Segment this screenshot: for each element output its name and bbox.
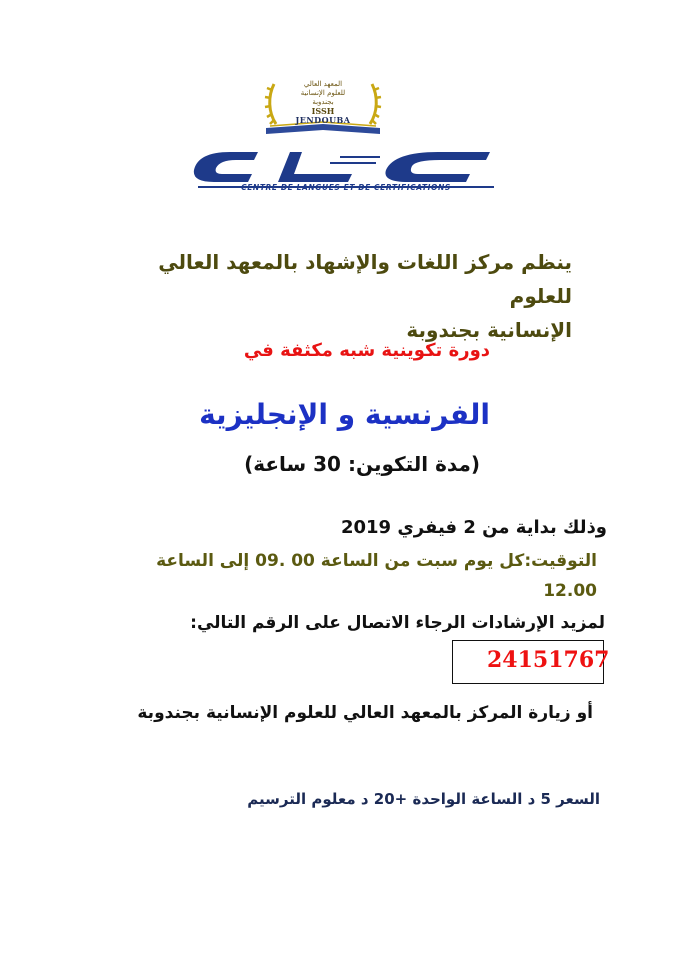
contact-line: لمزيد الإرشادات الرجاء الاتصال على الرقم التالي: xyxy=(190,613,605,633)
intro-paragraph xyxy=(102,245,572,347)
course-duration: (مدة التكوين: 30 ساعة) xyxy=(244,452,480,476)
issh-city: JENDOUBA xyxy=(295,115,351,125)
schedule xyxy=(57,546,597,606)
issh-acronym: ISSH xyxy=(311,106,335,116)
phone-number: 24151767 xyxy=(452,640,604,684)
course-intro: دورة تكوينية شبه مكثفة في xyxy=(243,340,490,361)
schedule-line-2: 12.00 xyxy=(543,581,597,601)
clc-logo xyxy=(190,148,502,208)
clc-subtitle: CENTRE DE LANGUES ET DE CERTIFICATIONS xyxy=(241,183,451,192)
intro-line-1: ينظم مركز اللغات والإشهاد بالمعهد العالي للعلوم xyxy=(158,250,572,308)
issh-logo-text xyxy=(275,80,371,125)
intro-line-2: الإنسانية بجندوبة xyxy=(406,318,572,342)
issh-line-2: للعلوم الإنسانية xyxy=(300,89,346,97)
issh-line-1: المعهد العالي xyxy=(303,80,343,88)
course-languages: الفرنسية و الإنجليزية xyxy=(199,398,490,431)
issh-line-3: بجندوبة xyxy=(312,98,334,106)
start-date: وذلك بداية من 2 فيفري 2019 xyxy=(340,517,607,538)
price-line: السعر 5 د الساعة الواحدة +20 د معلوم الترسيم xyxy=(247,790,600,808)
schedule-line-1: التوقيت:كل يوم سبت من الساعة 00 .09 إلى الساعة xyxy=(156,551,597,571)
visit-line: أو زيارة المركز بالمعهد العالي للعلوم الإنسانية بجندوبة xyxy=(137,703,593,723)
